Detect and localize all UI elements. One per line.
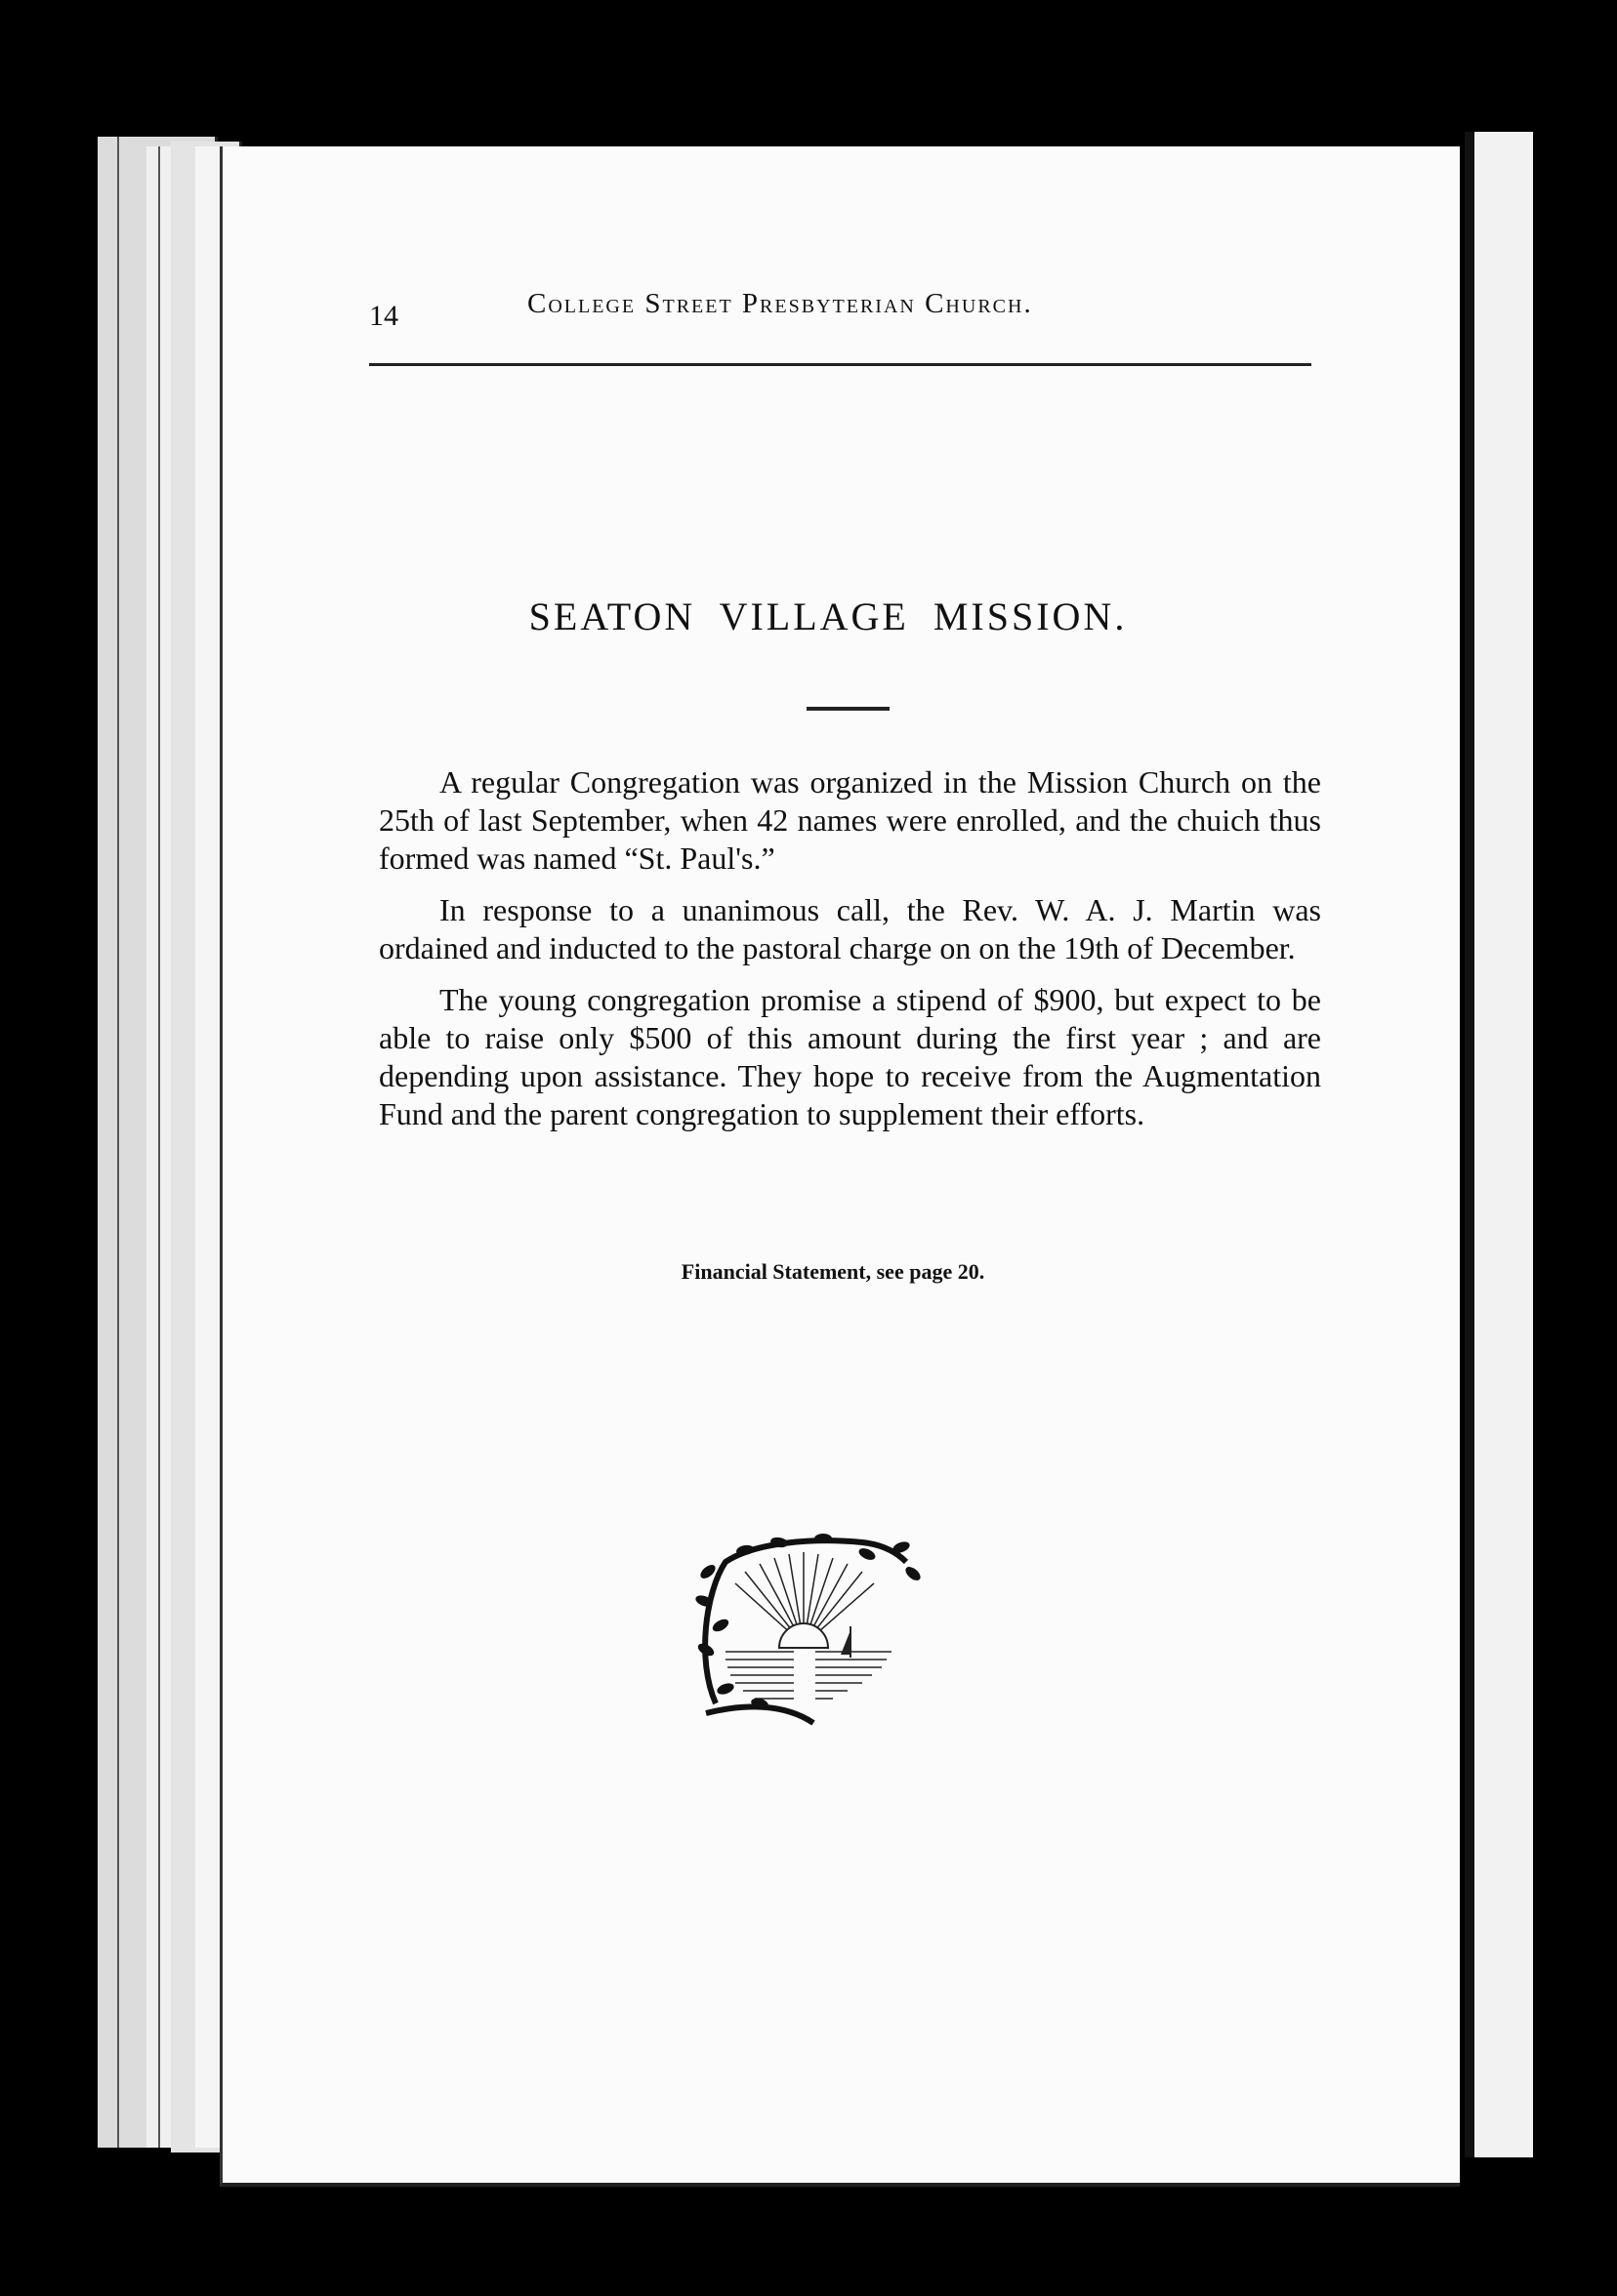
book-page [220, 146, 1460, 2187]
sunrise-vignette-icon [686, 1533, 940, 1728]
article-body [379, 763, 1321, 1147]
title-rule [807, 707, 890, 711]
financial-note: Financial Statement, see page 20. [681, 1259, 985, 1284]
page-header [369, 288, 1385, 356]
page-number: 14 [369, 300, 398, 332]
article-title: SEATON VILLAGE MISSION. [528, 594, 1128, 638]
running-head: College Street Presbyterian Church. [527, 288, 1033, 319]
paragraph: In response to a unanimous call, the Rev. W. A. J. Martin was ordained and inducted to the pastoral charge on on the 19th of December. [379, 892, 1321, 965]
facing-page-edge [1465, 132, 1533, 2157]
header-rule [369, 363, 1311, 366]
paragraph: A regular Congregation was organized in the Mission Church on the 25th of last September, when 42 names were enrolled, and the chuich thus formed was named “St. Paul's.” [379, 764, 1321, 876]
paragraph: The young congregation promise a stipend of $900, but expect to be able to raise only $500 of this amount during the first year ; and are depending upon assistance. They hope to receive from the Augmentation Fund and the parent congregation to supplement their efforts. [379, 982, 1321, 1131]
